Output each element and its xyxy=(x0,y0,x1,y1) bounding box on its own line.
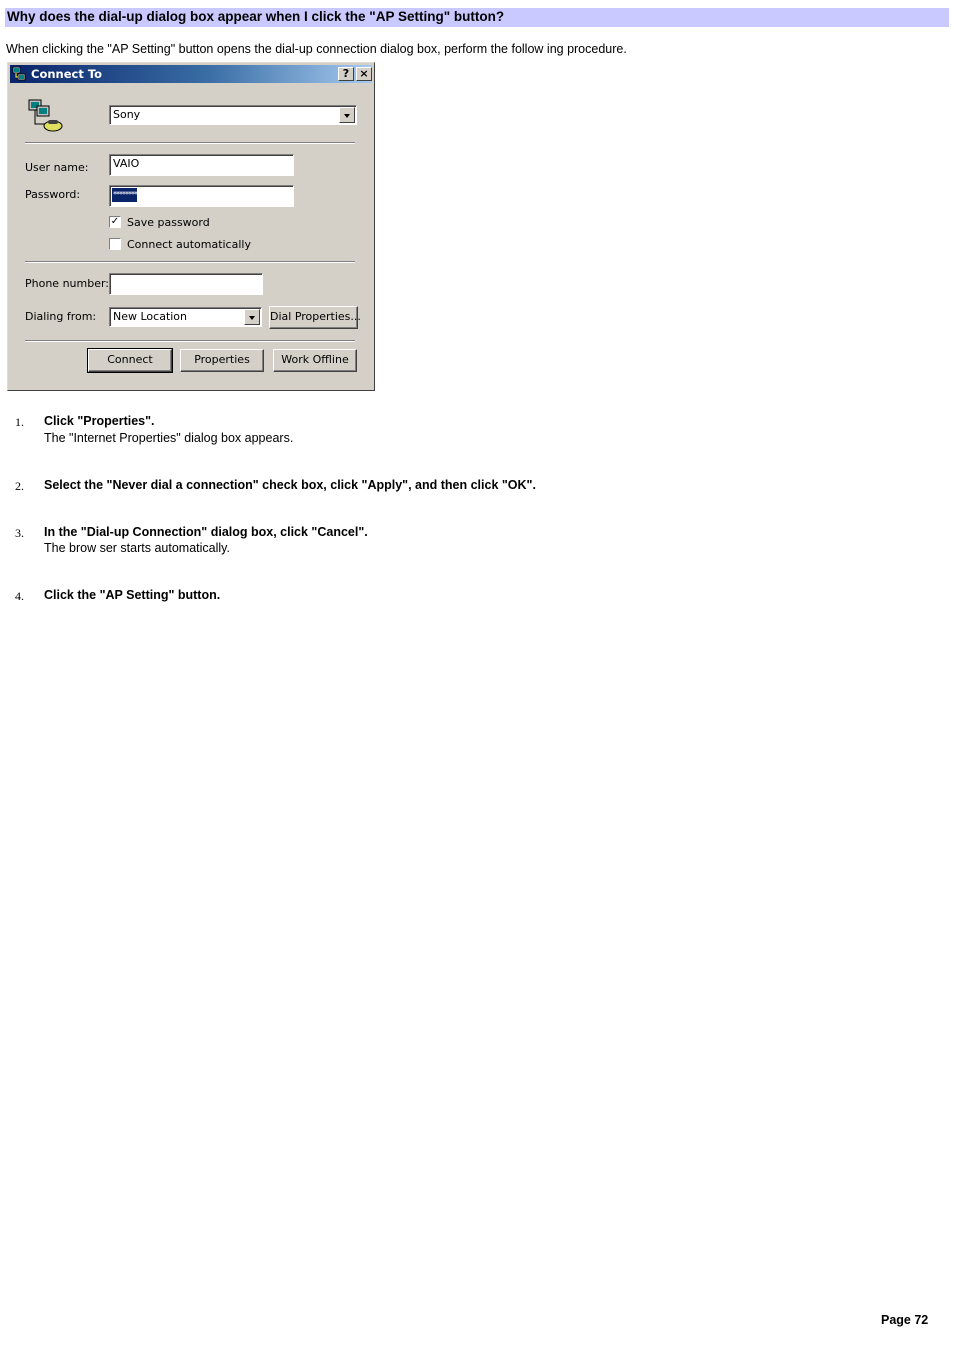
phone-number-label: Phone number: xyxy=(25,277,110,290)
connect-automatically-checkbox[interactable] xyxy=(109,238,121,250)
properties-button[interactable]: Properties xyxy=(180,349,264,372)
user-name-input[interactable] xyxy=(109,154,294,176)
dial-properties-button[interactable]: Dial Properties... xyxy=(269,306,358,329)
save-password-label: Save password xyxy=(127,216,210,229)
work-offline-button[interactable]: Work Offline xyxy=(273,349,357,372)
connect-to-dialog xyxy=(7,62,375,391)
step-title: Click "Properties". xyxy=(44,414,155,428)
step-number: 1. xyxy=(15,415,24,429)
step-description: The brow ser starts automatically. xyxy=(44,541,230,555)
step-title: Click the "AP Setting" button. xyxy=(44,588,221,602)
network-icon xyxy=(12,66,28,82)
step-number: 4. xyxy=(15,589,24,603)
chevron-down-icon[interactable] xyxy=(339,107,355,123)
help-button[interactable]: ? xyxy=(338,67,354,81)
dialog-title: Connect To xyxy=(31,67,103,81)
step-title: In the "Dial-up Connection" dialog box, click "Cancel". xyxy=(44,525,368,539)
connect-automatically-label: Connect automatically xyxy=(127,238,251,251)
user-name-label: User name: xyxy=(25,161,89,174)
heading-bar xyxy=(5,8,949,27)
separator xyxy=(25,340,355,342)
separator xyxy=(25,142,355,144)
step-number: 2. xyxy=(15,479,24,493)
chevron-down-icon[interactable] xyxy=(244,309,260,325)
close-button[interactable]: × xyxy=(356,67,372,81)
password-label: Password: xyxy=(25,188,81,201)
dialing-from-value: New Location xyxy=(113,310,188,323)
user-name-value: VAIO xyxy=(113,157,140,170)
step-title: Select the "Never dial a connection" check box, click "Apply", and then click "OK". xyxy=(44,478,536,492)
separator xyxy=(25,261,355,263)
password-value: ******** xyxy=(112,188,137,202)
phone-number-input[interactable] xyxy=(109,273,263,295)
dialing-from-combo[interactable] xyxy=(109,307,262,327)
connection-combo[interactable] xyxy=(109,105,357,125)
save-password-checkbox[interactable]: ✓ xyxy=(110,216,120,227)
connection-name: Sony xyxy=(113,108,141,121)
password-input[interactable] xyxy=(109,185,294,207)
page-number: Page 72 xyxy=(881,1313,929,1327)
page-heading: Why does the dial-up dialog box appear when I click the "AP Setting" button? xyxy=(7,9,505,24)
dialing-from-label: Dialing from: xyxy=(25,310,97,323)
dialup-connection-icon xyxy=(26,98,64,134)
connect-button[interactable]: Connect xyxy=(88,349,172,372)
intro-text: When clicking the "AP Setting" button opens the dial-up connection dialog box, perform the follow ing procedure. xyxy=(6,42,627,56)
step-description: The "Internet Properties" dialog box appears. xyxy=(44,431,294,445)
dialog-titlebar xyxy=(10,65,372,83)
step-number: 3. xyxy=(15,526,24,540)
